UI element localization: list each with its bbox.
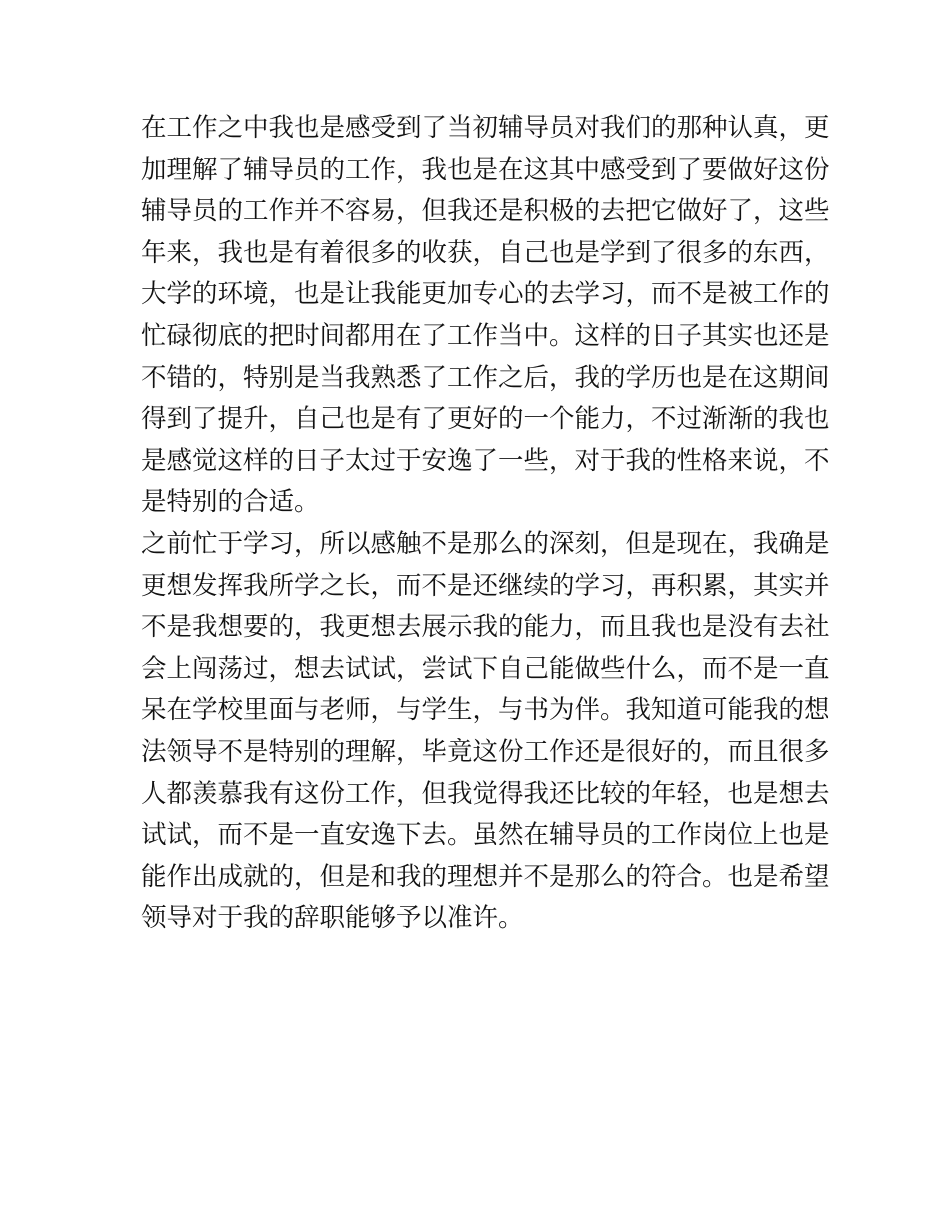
text-line: 是特别的合适。: [141, 487, 320, 518]
text-line: 更想发挥我所学之长，而不是还继续的学习，再积累，其实并: [141, 570, 830, 601]
paragraph-2: [141, 524, 830, 940]
text-line: 得到了提升，自己也是有了更好的一个能力，不过渐渐的我也: [141, 404, 830, 435]
text-line: 年来，我也是有着很多的收获，自己也是学到了很多的东西，: [141, 237, 830, 268]
text-line: 辅导员的工作并不容易，但我还是积极的去把它做好了，这些: [141, 196, 830, 227]
text-line: 能作出成就的，但是和我的理想并不是那么的符合。也是希望: [141, 861, 830, 892]
text-line: 领导对于我的辞职能够予以准许。: [141, 903, 524, 934]
text-line: 加理解了辅导员的工作，我也是在这其中感受到了要做好这份: [141, 154, 830, 185]
text-line: 法领导不是特别的理解，毕竟这份工作还是很好的，而且很多: [141, 736, 830, 767]
text-line: 大学的环境，也是让我能更加专心的去学习，而不是被工作的: [141, 279, 830, 310]
text-line: 在工作之中我也是感受到了当初辅导员对我们的那种认真，更: [141, 113, 830, 143]
paragraph-1: [141, 108, 830, 524]
text-line: 试试，而不是一直安逸下去。虽然在辅导员的工作岗位上也是: [141, 820, 830, 851]
text-line: 人都羡慕我有这份工作，但我觉得我还比较的年轻，也是想去: [141, 778, 830, 809]
text-line: 是感觉这样的日子太过于安逸了一些，对于我的性格来说，不: [141, 445, 830, 476]
text-line: 会上闯荡过，想去试试，尝试下自己能做些什么，而不是一直: [141, 653, 830, 684]
body-text: [141, 108, 830, 940]
text-line: 不错的，特别是当我熟悉了工作之后，我的学历也是在这期间: [141, 362, 830, 393]
text-line: 不是我想要的，我更想去展示我的能力，而且我也是没有去社: [141, 612, 830, 643]
text-line: 之前忙于学习，所以感触不是那么的深刻，但是现在，我确是: [141, 528, 830, 559]
text-line: 呆在学校里面与老师，与学生，与书为伴。我知道可能我的想: [141, 695, 830, 726]
text-line: 忙碌彻底的把时间都用在了工作当中。这样的日子其实也还是: [141, 320, 830, 351]
